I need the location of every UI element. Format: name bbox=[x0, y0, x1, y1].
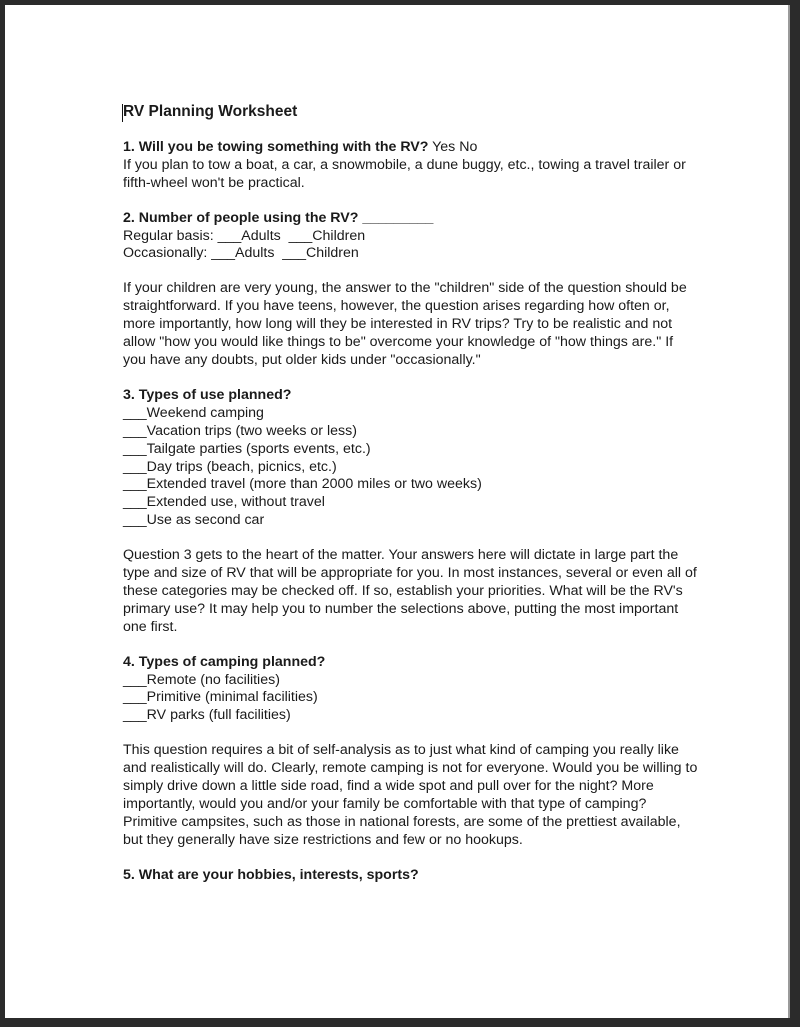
use-option-item: ___Vacation trips (two weeks or less) bbox=[123, 422, 357, 439]
question-1-text: 1. Will you be towing something with the RV? bbox=[123, 138, 429, 155]
question-5-section bbox=[123, 867, 698, 885]
text-cursor bbox=[122, 104, 123, 122]
question-2-section bbox=[123, 210, 698, 264]
use-option-item: ___Extended travel (more than 2000 miles or two weeks) bbox=[123, 476, 482, 493]
use-option-item: ___Tailgate parties (sports events, etc.) bbox=[123, 440, 371, 457]
question-1-options: Yes No bbox=[432, 138, 478, 155]
question-3-text: 3. Types of use planned? bbox=[123, 386, 292, 403]
question-1-note: If you plan to tow a boat, a car, a snowmobile, a dune buggy, etc., towing a travel trailer or fifth-wheel won't be practical. bbox=[123, 156, 686, 191]
occasionally-line: Occasionally: ___Adults ___Children bbox=[123, 245, 359, 262]
question-1 bbox=[123, 139, 698, 157]
use-option-item: ___Extended use, without travel bbox=[123, 494, 325, 511]
question-1-section bbox=[123, 139, 698, 193]
camping-option-item: ___RV parks (full facilities) bbox=[123, 707, 291, 724]
document-title: RV Planning Worksheet bbox=[123, 103, 298, 120]
question-3-section bbox=[123, 387, 698, 530]
use-option-item: ___Use as second car bbox=[123, 512, 265, 529]
question-3-paragraph: Question 3 gets to the heart of the matter. Your answers here will dictate in large part the type and size of RV that will be appropriate for you. In most instances, several or even all of these categories may be checked off. If so, establish your priorities. What will be the RV's primary use? It may help you to number the selections above, putting the most important one first. bbox=[123, 547, 697, 635]
camping-option-item: ___Remote (no facilities) bbox=[123, 671, 280, 688]
camping-option-item: ___Primitive (minimal facilities) bbox=[123, 689, 318, 706]
document-page bbox=[5, 5, 790, 1018]
use-option-item: ___Day trips (beach, picnics, etc.) bbox=[123, 458, 337, 475]
question-4-explanation bbox=[123, 742, 698, 849]
question-2-text: 2. Number of people using the RV? _________ bbox=[123, 209, 434, 226]
question-3-explanation bbox=[123, 547, 698, 637]
question-5-text: 5. What are your hobbies, interests, sports? bbox=[123, 866, 419, 883]
regular-basis-line: Regular basis: ___Adults ___Children bbox=[123, 227, 366, 244]
use-option-item: ___Weekend camping bbox=[123, 404, 264, 421]
question-4-text: 4. Types of camping planned? bbox=[123, 653, 326, 670]
question-2-explanation bbox=[123, 280, 698, 370]
question-4-section bbox=[123, 654, 698, 726]
question-2-paragraph: If your children are very young, the answer to the "children" side of the question should be straightforward. If you have teens, however, the question arises regarding how often or, more importantly, how long will they be interested in RV trips? Try to be realistic and not allow "how you would like things to be" overcome your knowledge of "how things are." If you have any doubts, put older kids under "occasionally." bbox=[123, 280, 687, 368]
document-body bbox=[123, 103, 698, 902]
question-4-paragraph: This question requires a bit of self-analysis as to just what kind of camping you really like and realistically will do. Clearly, remote camping is not for everyone. Would you be willing to simply drive down a little side road, find a wide spot and pull over for the night? More importantly, would you and/or your family be comfortable with that type of camping? Primitive campsites, such as those in national forests, are some of the prettiest available, but they generally have size restrictions and few or no hookups. bbox=[123, 742, 698, 848]
